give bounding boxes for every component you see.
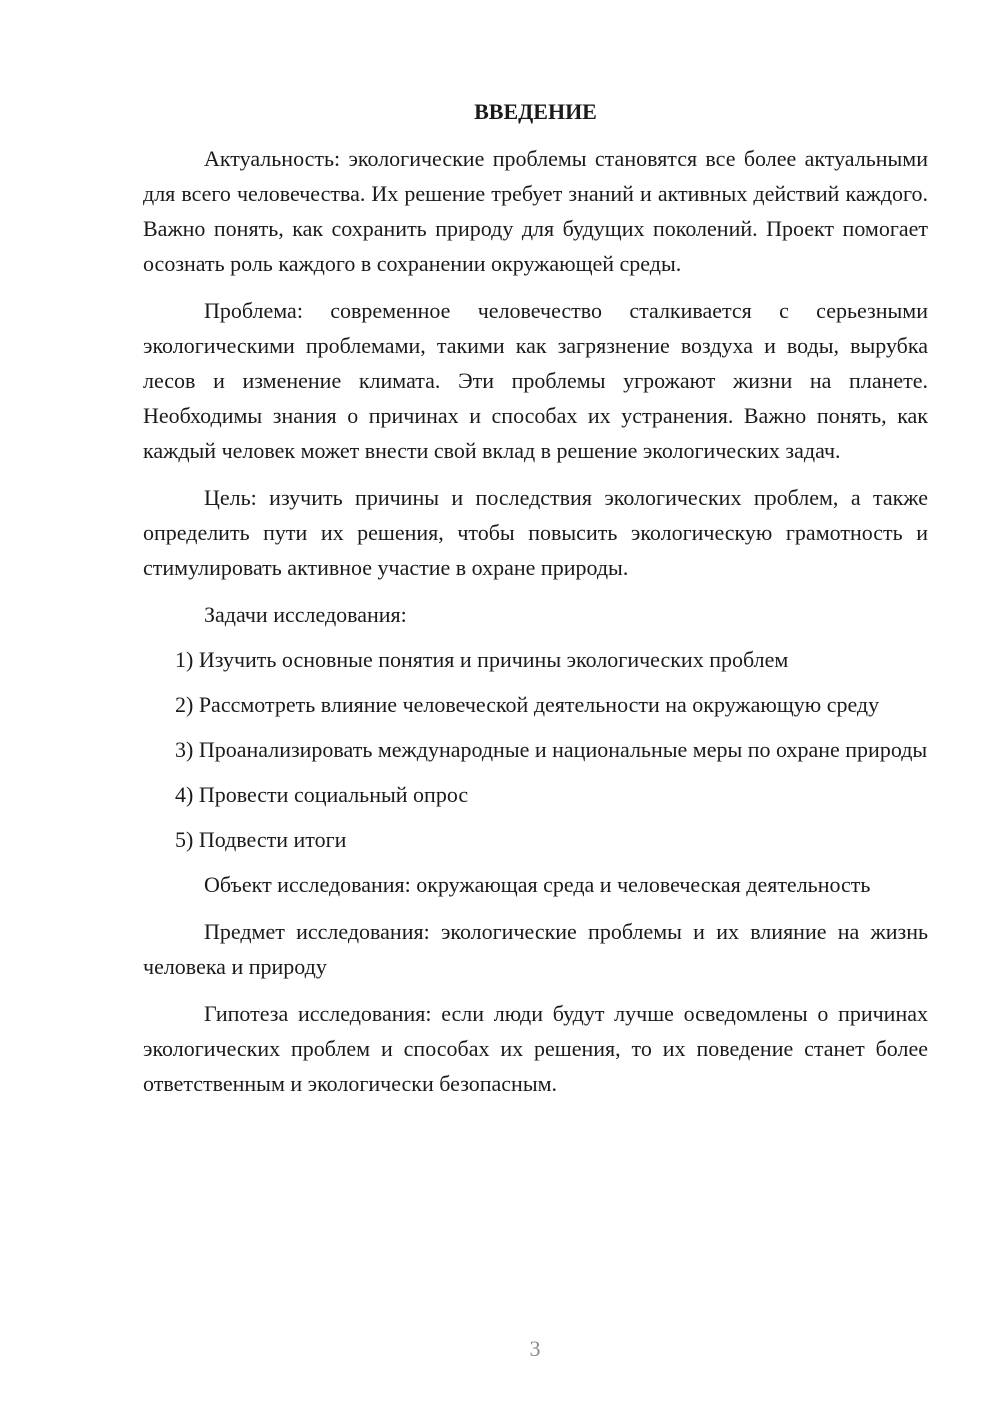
paragraph-problem: Проблема: современное человечество сталкивается с серьезными экологическими проблемами, такими как загрязнение воздуха и воды, вырубка лесов и изменение климата. Эти проблемы угрожают жизни на планете. Необходимы знания о причинах и способах их устранения. Важно понять, как каждый человек может внести свой вклад в решение экологических задач. [143,298,928,463]
paragraph-subject: Предмет исследования: экологические проблемы и их влияние на жизнь человека и природу [143,919,928,979]
paragraph-goal: Цель: изучить причины и последствия экологических проблем, а также определить пути их решения, чтобы повысить экологическую грамотность и стимулировать активное участие в охране природы. [143,485,928,580]
paragraph-relevance: Актуальность: экологические проблемы становятся все более актуальными для всего человечества. Их решение требует знаний и активных действий каждого. Важно понять, как сохранить природу для будущих поколений. Проект помогает осознать роль каждого в сохранении окружающей среды. [143,146,928,276]
task-item-4: 4) Провести социальный опрос [175,782,469,807]
task-item-3: 3) Проанализировать международные и национальные меры по охране природы [175,737,928,762]
task-item-5: 5) Подвести итоги [175,827,347,852]
page-number: 3 [529,1336,541,1361]
page-content [143,94,928,1101]
paragraph-object: Объект исследования: окружающая среда и человеческая деятельность [204,872,871,897]
task-item-1: 1) Изучить основные понятия и причины экологических проблем [175,647,789,672]
paragraph-hypothesis: Гипотеза исследования: если люди будут лучше осведомлены о причинах экологических проблем и способах их решения, то их поведение станет более ответственным и экологически безопасным. [143,1001,928,1096]
task-item-2: 2) Рассмотреть влияние человеческой деятельности на окружающую среду [175,692,880,717]
tasks-heading: Задачи исследования: [204,602,407,627]
page-title: ВВЕДЕНИЕ [474,99,597,124]
